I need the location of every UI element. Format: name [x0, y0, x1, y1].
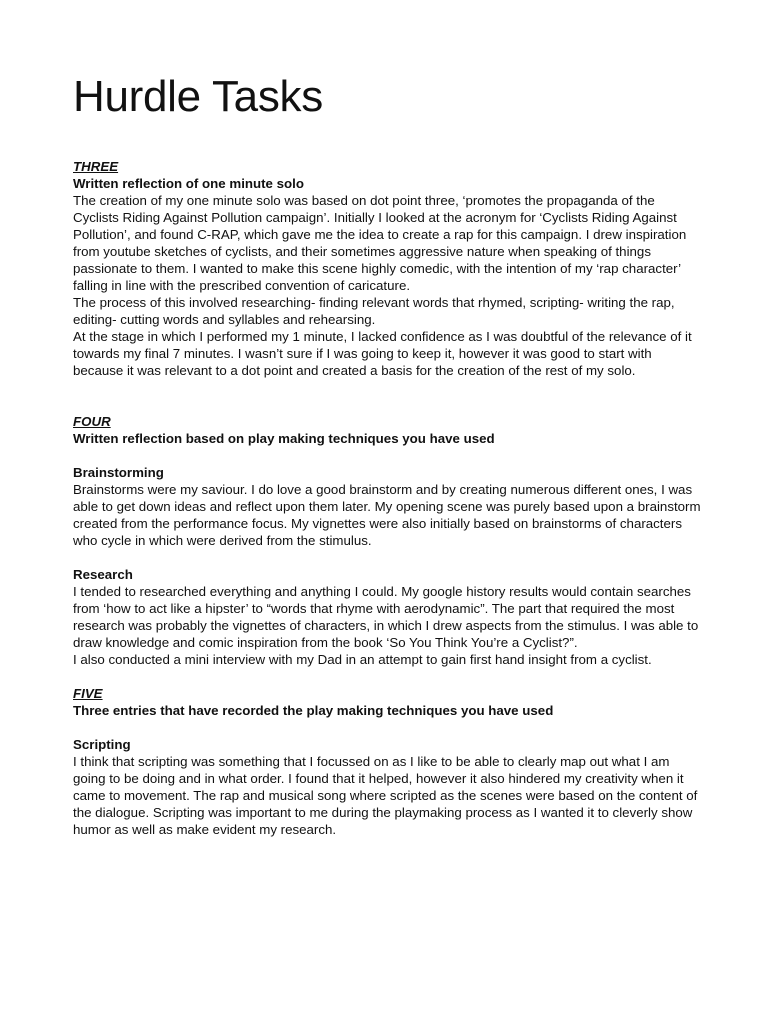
research-paragraph-1: I tended to researched everything and anything I could. My google history results would contain searches from ‘how to act like a hipster’ to “words that rhyme with aerodynamic”. The part that required the most research was probably the vignettes of characters, in which I drew aspects from the stimulus. I was able to draw knowledge and comic inspiration from the book ‘So You Think You’re a Cyclist?”.	[73, 584, 699, 650]
scripting-text: I think that scripting was something that I focussed on as I like to be able to clearly map out what I am going to be doing and in what order. I found that it helped, however it also hindered my creativity when it came to movement. The rap and musical song where scripted as the scenes were based on the content of the dialogue. Scripting was important to me during the playmaking process as I wanted it to cleverly show humor as well as make evident my research.	[73, 754, 698, 837]
section-five	[73, 685, 703, 838]
section-three-heading: Written reflection of one minute solo	[73, 176, 304, 191]
section-four-label: FOUR	[73, 414, 111, 429]
section-five-heading: Three entries that have recorded the play making techniques you have used	[73, 703, 554, 718]
section-five-label: FIVE	[73, 686, 103, 701]
section-four-heading: Written reflection based on play making techniques you have used	[73, 431, 495, 446]
spacer	[73, 447, 703, 464]
brainstorming-heading: Brainstorming	[73, 465, 164, 480]
spacer	[73, 668, 703, 685]
spacer	[73, 549, 703, 566]
section-three-paragraph-2: The process of this involved researching- finding relevant words that rhymed, scripting- writing the rap, editing- cutting words and syllables and rehearsing.	[73, 295, 675, 327]
section-three-paragraph-1: The creation of my one minute solo was based on dot point three, ‘promotes the propaganda of the Cyclists Riding Against Pollution campaign’. Initially I looked at the acronym for ‘Cyclists Riding Against Pollution’, and found C-RAP, which gave me the idea to create a rap for this campaign. I drew inspiration from youtube sketches of cyclists, and their sometimes aggressive nature when speaking of things passionate to them. I wanted to make this scene highly comedic, with the intention of my ‘rap character’ falling in line with the prescribed convention of caricature.	[73, 193, 687, 293]
section-three-paragraph-3: At the stage in which I performed my 1 minute, I lacked confidence as I was doubtful of the relevance of it towards my final 7 minutes. I wasn’t sure if I was going to keep it, however it was good to start with because it was relevant to a dot point and created a basis for the creation of the rest of my solo.	[73, 329, 692, 378]
section-four	[73, 413, 703, 668]
section-three	[73, 158, 703, 379]
document-page	[73, 70, 703, 838]
scripting-heading: Scripting	[73, 737, 131, 752]
spacer	[73, 379, 703, 413]
spacer	[73, 719, 703, 736]
document-title: Hurdle Tasks	[73, 72, 323, 121]
research-paragraph-2: I also conducted a mini interview with my Dad in an attempt to gain first hand insight from a cyclist.	[73, 652, 652, 667]
research-heading: Research	[73, 567, 133, 582]
brainstorming-text: Brainstorms were my saviour. I do love a good brainstorm and by creating numerous different ones, I was able to get down ideas and reflect upon them later. My opening scene was purely based upon a brainstorm created from the performance focus. My vignettes were also initially based on brainstorms of characters who cycle in which were derived from the stimulus.	[73, 482, 701, 548]
section-three-label: THREE	[73, 159, 119, 174]
